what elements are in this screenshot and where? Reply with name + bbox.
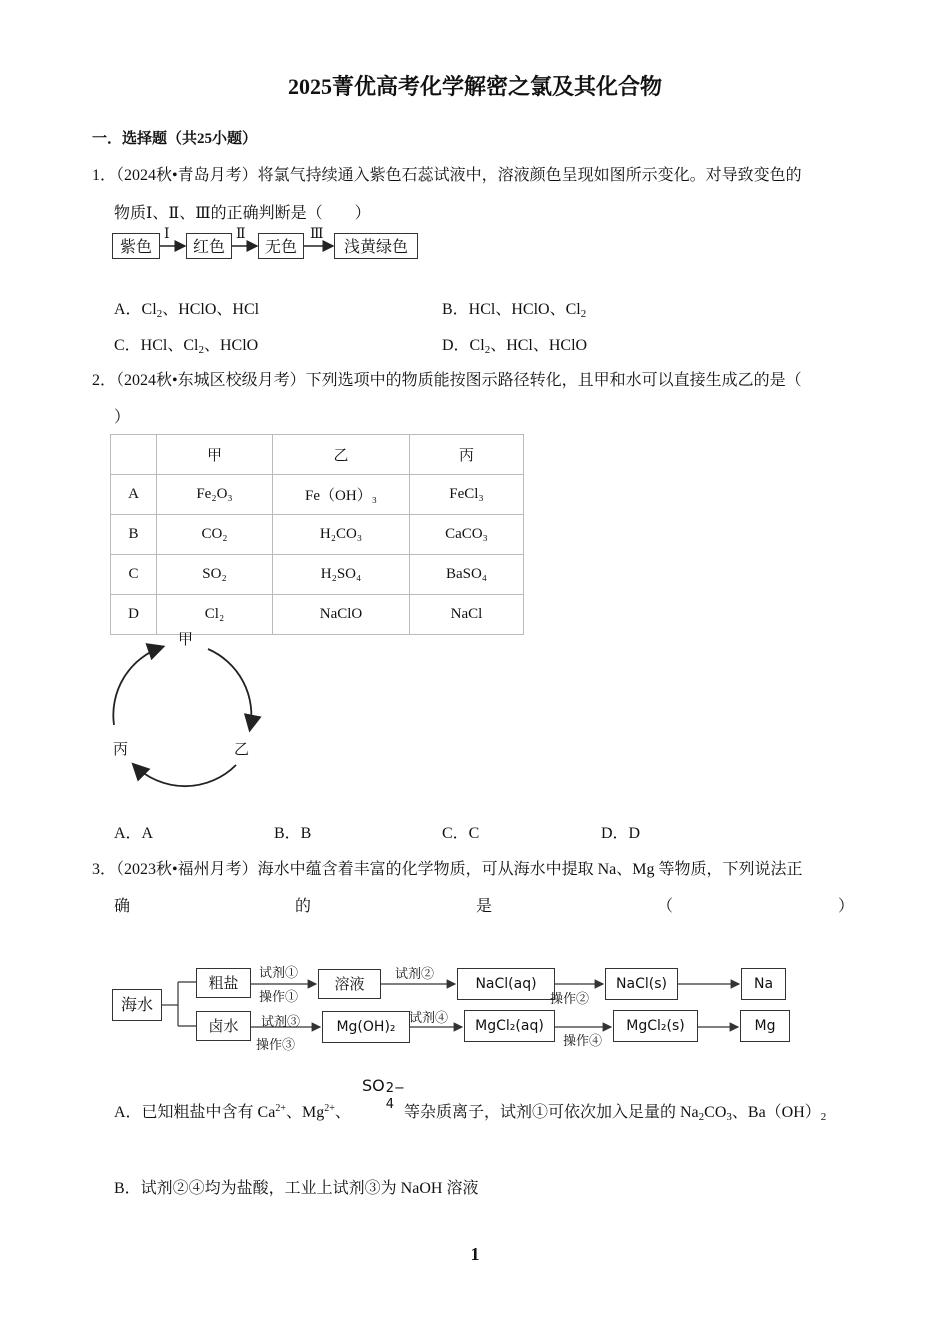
flow-label-operation-4: 操作④ <box>563 1033 603 1048</box>
q3-stem-line1: 3．（2023秋•福州月考）海水中蕴含着丰富的化学物质，可从海水中提取 Na、Mg 等物质，下列说法正 <box>92 861 803 878</box>
table-header-cell: 丙 <box>410 435 524 475</box>
flow-box-nacl-s: NaCl(s) <box>605 968 678 1000</box>
page-number: 1 <box>470 1244 480 1264</box>
flow-label-operation-1: 操作① <box>259 989 299 1004</box>
flow-box-pale-yellow-green: 浅黄绿色 <box>334 233 418 259</box>
q1-option-a[interactable]: A．$Cl_2$、HClO、HCl <box>114 301 260 320</box>
flow-box-red: 红色 <box>186 233 232 259</box>
flow-label-reagent-4: 试剂④ <box>409 1010 449 1025</box>
q3-option-a-part2[interactable]: 等杂质离子，试剂①可依次加入足量的 $Na_2CO_3$、$Ba(OH)_2$ <box>404 1104 827 1123</box>
flow-box-crude-salt: 粗盐 <box>196 968 251 998</box>
q1-option-c[interactable]: C．HCl、$Cl_2$、HClO <box>114 337 259 356</box>
flow-box-mgcl2-aq: MgCl₂(aq) <box>464 1010 555 1042</box>
cycle-node-left: 丙 <box>113 742 129 758</box>
table-header-cell: 乙 <box>273 435 410 475</box>
flow-box-purple: 紫色 <box>112 233 160 259</box>
q2-stem-line2: ） <box>114 409 131 426</box>
sulfate-ion-formula: SO 2− 4 <box>362 1076 405 1112</box>
table-cell: BaSO₄ <box>410 555 524 595</box>
flow-box-colorless: 无色 <box>258 233 304 259</box>
q1-option-d[interactable]: D．$Cl_2$、HCl、HClO <box>442 337 588 356</box>
q2-option-d[interactable]: D．D <box>601 825 641 842</box>
flow-box-nacl-aq: NaCl(aq) <box>457 968 555 1000</box>
flow-label-2: Ⅱ <box>236 227 246 242</box>
flow-box-solution: 溶液 <box>318 969 381 999</box>
flow-label-operation-3: 操作③ <box>256 1037 296 1052</box>
flow-box-seawater: 海水 <box>112 989 162 1021</box>
table-cell: SO₂ <box>157 555 273 595</box>
cycle-node-top: 甲 <box>178 632 194 648</box>
table-cell: NaClO <box>273 595 410 635</box>
q1-option-b[interactable]: B．HCl、HClO、$Cl_2$ <box>442 301 587 320</box>
flow-label-reagent-2: 试剂② <box>395 966 435 981</box>
flow-box-mg: Mg <box>740 1010 790 1042</box>
flow-box-brine: 卤水 <box>196 1011 251 1041</box>
table-cell: H₂SO₄ <box>273 555 410 595</box>
stem-word: （ <box>656 898 673 915</box>
flow-label-1: Ⅰ <box>164 227 170 242</box>
table-cell: Fe₂O₃ <box>157 475 273 515</box>
table-cell: CO₂ <box>157 515 273 555</box>
q2-stem-line1: 2．（2024秋•东城区校级月考）下列选项中的物质能按图示路径转化，且甲和水可以直接生成乙的是（ <box>92 372 802 389</box>
flow-box-na: Na <box>741 968 786 1000</box>
flow-label-reagent-1: 试剂① <box>259 965 299 980</box>
q1-stem-line2: 物质Ⅰ、Ⅱ、Ⅲ的正确判断是（ ） <box>114 205 371 222</box>
section-heading: 一．选择题（共25小题） <box>92 131 258 147</box>
q2-option-b[interactable]: B．B <box>274 825 312 842</box>
table-cell: FeCl₃ <box>410 475 524 515</box>
q1-stem-line1: 1．（2024秋•青岛月考）将氯气持续通入紫色石蕊试液中，溶液颜色呈现如图所示变化。对导致变色的 <box>92 167 802 184</box>
stem-word: ） <box>837 898 854 915</box>
flow-label-reagent-3: 试剂③ <box>261 1014 301 1029</box>
table-header-cell: 甲 <box>157 435 273 475</box>
flow-box-mgoh2: Mg(OH)₂ <box>322 1011 410 1043</box>
cycle-node-right: 乙 <box>234 742 250 758</box>
table-cell: Cl₂ <box>157 595 273 635</box>
table-cell: D <box>111 595 157 635</box>
flow-box-mgcl2-s: MgCl₂(s) <box>613 1010 698 1042</box>
table-cell: CaCO₃ <box>410 515 524 555</box>
table-cell: B <box>111 515 157 555</box>
table-cell: Fe（OH）₃ <box>273 475 410 515</box>
stem-word: 是 <box>475 898 492 915</box>
flow-label-3: Ⅲ <box>310 227 324 242</box>
table-cell: H₂CO₃ <box>273 515 410 555</box>
q2-option-c[interactable]: C．C <box>442 825 480 842</box>
q3-option-a-part1[interactable]: A．已知粗盐中含有 $Ca^{2+}$、$Mg^{2+}$、 <box>114 1103 351 1121</box>
stem-word: 确 <box>114 898 131 915</box>
table-cell: A <box>111 475 157 515</box>
stem-word: 的 <box>294 898 311 915</box>
q2-option-a[interactable]: A．A <box>114 825 154 842</box>
q3-option-b[interactable]: B．试剂②④均为盐酸，工业上试剂③为 NaOH 溶液 <box>114 1180 479 1197</box>
flow-label-operation-2: 操作② <box>550 991 590 1006</box>
page-title: 2025菁优高考化学解密之氯及其化合物 <box>287 74 662 99</box>
table-cell: NaCl <box>410 595 524 635</box>
table-cell: C <box>111 555 157 595</box>
